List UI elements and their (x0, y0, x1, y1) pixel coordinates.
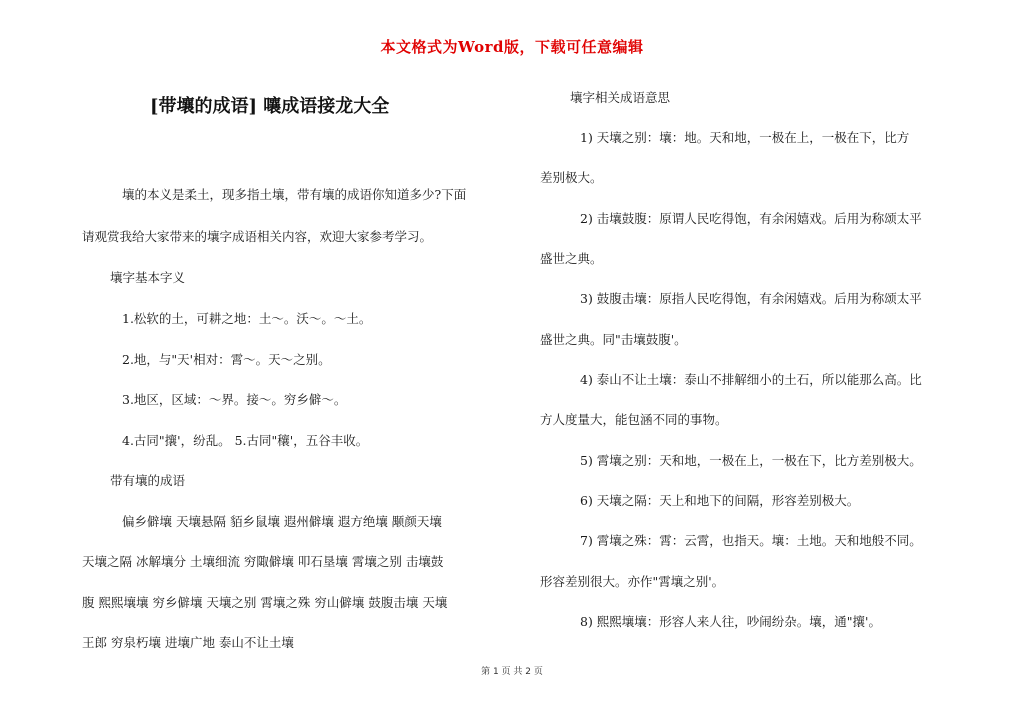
meaning-1-line-1: 1) 天壤之别：壤：地。天和地，一极在上，一极在下，比方 (580, 130, 910, 145)
meaning-6: 6) 天壤之隔：天上和地下的间隔，形容差别极大。 (580, 493, 860, 508)
word-format-banner: 本文格式为Word版，下载可任意编辑 (380, 38, 644, 56)
page-number: 第 1 页 共 2 页 (481, 667, 543, 677)
section-heading-idioms: 带有壤的成语 (110, 473, 186, 488)
idiom-list-line-3: 腹 熙熙壤壤 穷乡僻壤 天壤之别 霄壤之殊 穷山僻壤 鼓腹击壤 天壤 (82, 595, 448, 610)
meaning-7-line-1: 7) 霄壤之殊：霄：云霄，也指天。壤：土地。天和地般不同。 (580, 533, 922, 548)
meaning-3-line-1: 3) 鼓腹击壤：原指人民吃得饱，有余闲嬉戏。后用为称颂太平 (580, 291, 922, 306)
meaning-3-line-2: 盛世之典。同"击壤鼓腹'。 (540, 332, 687, 347)
section-heading-idiom-meanings: 壤字相关成语意思 (570, 90, 671, 105)
intro-line-1: 壤的本义是柔土，现多指土壤，带有壤的成语你知道多少?下面 (122, 187, 467, 202)
section-heading-basic-meaning: 壤字基本字义 (110, 270, 186, 285)
meaning-1-line-2: 差别极大。 (540, 170, 603, 185)
meaning-2-line-1: 2) 击壤鼓腹：原谓人民吃得饱，有余闲嬉戏。后用为称颂太平 (580, 211, 922, 226)
meaning-5: 5) 霄壤之别：天和地，一极在上，一极在下，比方差别极大。 (580, 453, 922, 468)
definition-4-5: 4.古同"攘'，纷乱。 5.古同"穰'，五谷丰收。 (122, 433, 369, 448)
meaning-8: 8) 熙熙壤壤：形容人来人往，吵闹纷杂。壤，通"攘'。 (580, 614, 881, 629)
meaning-4-line-2: 方人度量大，能包涵不同的事物。 (540, 412, 728, 427)
idiom-list-line-2: 天壤之隔 冰解壤分 土壤细流 穷陬僻壤 叩石垦壤 霄壤之别 击壤鼓 (82, 554, 444, 569)
meaning-4-line-1: 4) 泰山不让土壤：泰山不排解细小的土石，所以能那么高。比 (580, 372, 922, 387)
idiom-list-line-4: 王郎 穷泉朽壤 进壤广地 泰山不让土壤 (82, 635, 294, 650)
definition-2: 2.地，与"天'相对：霄～。天～之别。 (122, 352, 331, 367)
meaning-2-line-2: 盛世之典。 (540, 251, 603, 266)
page-title: [带壤的成语] 嚷成语接龙大全 (150, 96, 390, 117)
meaning-7-line-2: 形容差别很大。亦作"霄壤之别'。 (540, 574, 725, 589)
intro-line-2: 请观赏我给大家带来的壤字成语相关内容，欢迎大家参考学习。 (82, 229, 433, 244)
definition-1: 1.松软的土，可耕之地：土～。沃～。～土。 (122, 311, 372, 326)
definition-3: 3.地区，区域：～界。接～。穷乡僻～。 (122, 392, 347, 407)
idiom-list-line-1: 偏乡僻壤 天壤悬隔 貊乡鼠壤 遐州僻壤 遐方绝壤 颙颜天壤 (122, 514, 442, 529)
